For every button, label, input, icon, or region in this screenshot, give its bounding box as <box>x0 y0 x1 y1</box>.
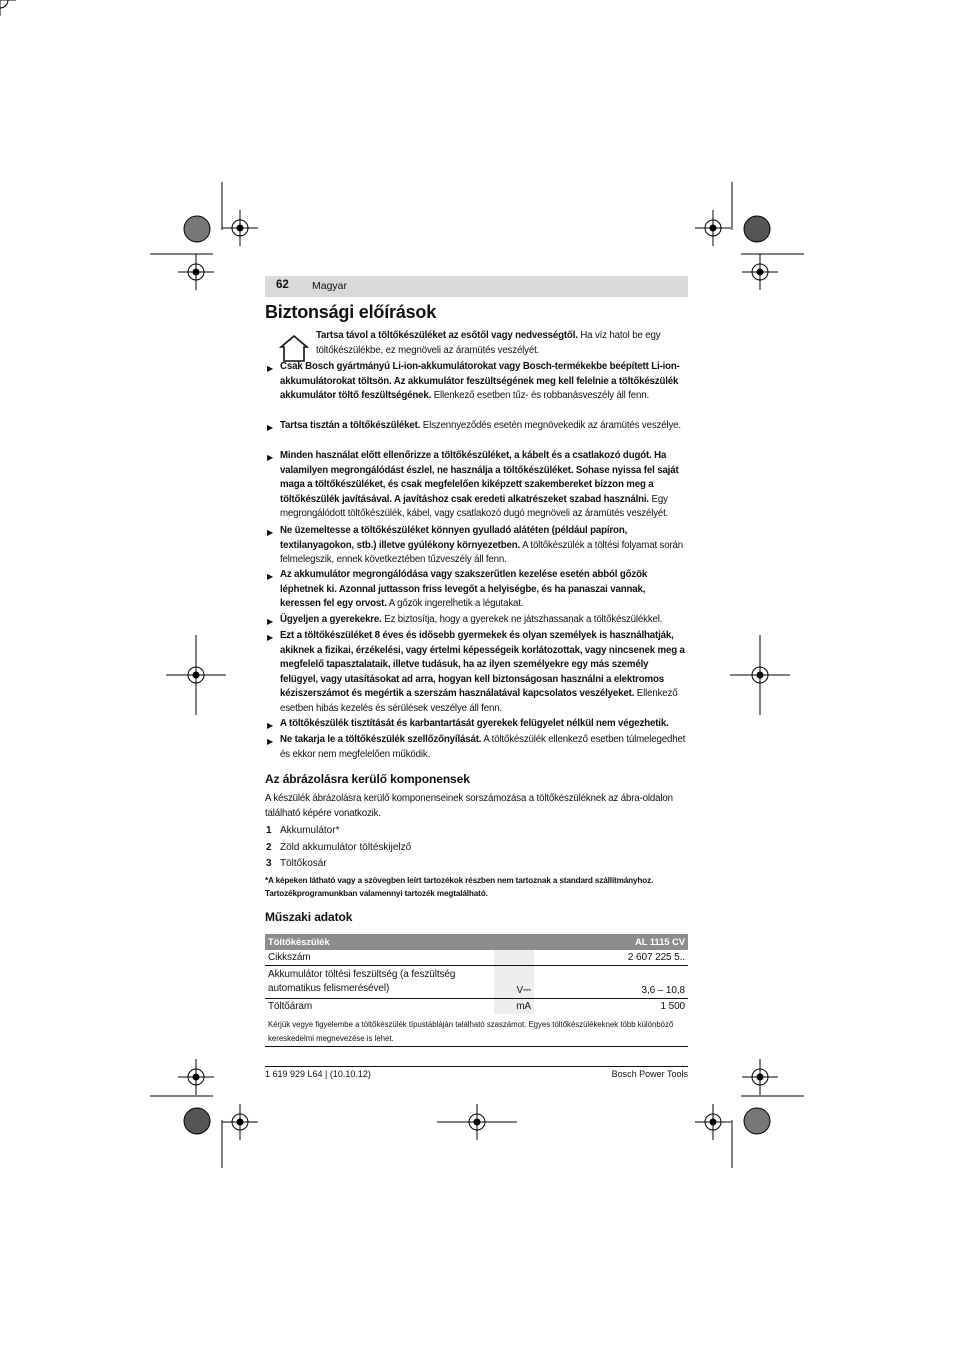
bullet-bold: Minden használat előtt ellenőrizze a töltőkészüléket, a kábelt és a csatlakozó dugót. Ha valamilyen megrongálódást észlel, ne használja a töltőkészüléket. Sohase nyissa fel saját maga a töltőkészüléket, és csak megfelelően kiképzett szakembereket bízzon meg a töltőkészülék javításával. A javításhoz csak eredeti alkatrészeket szabad használni. <box>280 450 679 505</box>
spec-label: Töltőáram <box>268 1001 313 1012</box>
spec-note: Kérjük vegye figyelembe a töltőkészülék típustábláján található szaszámot. Egyes töltőkészülékeknek több különböző kereskedelmi megnevezése is lehet. <box>268 1020 674 1043</box>
component-label: Akkumulátor* <box>280 825 340 836</box>
indoor-use-icon <box>279 333 309 363</box>
bullet-arrow-icon: ▶ <box>267 453 274 462</box>
bullet-item <box>280 360 688 404</box>
footer-brand: Bosch Power Tools <box>611 1069 688 1079</box>
spec-unit <box>494 950 534 966</box>
intro-warning <box>316 329 688 358</box>
spec-col-model: AL 1115 CV <box>534 934 688 950</box>
bullet-bold: Csak Bosch gyártmányú Li-ion-akkumulátorokat vagy Bosch-termékekbe beépített Li-ion-akkumulátorokat töltsön. Az akkumulátor feszültségének meg kell felelnie a töltőkészülék akkumulátor töltő feszültségének. <box>280 361 680 402</box>
bullet-item <box>280 629 688 717</box>
component-number: 3 <box>266 858 272 869</box>
page-language: Magyar <box>312 280 348 292</box>
spec-table <box>265 934 688 1014</box>
bullet-bold: Ne üzemeltesse a töltőkészüléket könnyen gyulladó alátéten (például papíron, textilanyagokon, stb.) illetve gyúlékony környezetben. <box>280 525 628 551</box>
spec-unit: mA <box>494 999 534 1015</box>
bullet-arrow-icon: ▶ <box>267 364 274 373</box>
bullet-text: Egy megrongálódott töltőkészülék, kábel, vagy csatlakozó dugó megnöveli az áramütés veszélyét. <box>280 493 669 520</box>
footer-divider <box>265 1066 688 1067</box>
spec-row <box>265 950 688 966</box>
bullet-arrow-icon: ▶ <box>267 737 274 746</box>
section-title: Biztonsági előírások <box>265 302 437 322</box>
bullet-bold: Ne takarja le a töltőkészülék szellőzőnyílását. <box>280 734 482 745</box>
specs-heading: Műszaki adatok <box>265 910 353 924</box>
bullet-item <box>280 419 688 434</box>
bullet-arrow-icon: ▶ <box>267 617 274 626</box>
bullet-text: Elszennyeződés esetén megnövekedik az áramütés veszélye. <box>420 420 681 431</box>
intro-text: Ha víz hatol be egy töltőkészülékbe, ez megnöveli az áramütés veszélyét. <box>316 330 661 356</box>
bullet-arrow-icon: ▶ <box>267 633 274 642</box>
page-header <box>265 276 688 297</box>
bullet-arrow-icon: ▶ <box>267 572 274 581</box>
spec-row <box>265 999 688 1015</box>
spec-label: Cikkszám <box>265 950 494 966</box>
bullet-bold: Ezt a töltőkészüléket 8 éves és idősebb gyermekek és olyan személyek is használhatják, akiknek a fizikai, érzékelési, vagy értelmi képességeik korlátozottak, vagy nincsenek meg a megfelelő tapasztalataik, illetve tudásuk, ha az ilyen személyekre egy más személy felügyel, vagy utasításokat ad arra, hogyan kell biztonságosan használni a elektromos kéziszerszámot és megértik a szerszám használatával kapcsolatos veszélyeket. <box>280 630 685 700</box>
bullet-arrow-icon: ▶ <box>267 721 274 730</box>
spec-row <box>265 966 688 999</box>
bullet-item <box>280 568 688 612</box>
spec-label: Akkumulátor töltési feszültség (a feszültség automatikus felismerésével) <box>265 966 494 999</box>
bullet-item <box>280 717 688 732</box>
bullet-text: A töltőkészülék ellenkező esetben túlmelegedhet és ekkor nem megfelelően működik. <box>280 734 686 760</box>
component-number: 2 <box>266 842 272 853</box>
spec-value: 1 500 <box>660 1001 685 1012</box>
bullet-text: Ellenkező esetben tűz- és robbanásveszély áll fenn. <box>431 390 650 402</box>
component-number: 1 <box>266 825 272 836</box>
accessory-footnote: *A képeken látható vagy a szövegben leírt tartozékok részben nem tartoznak a standard szállítmányhoz. Tartozékprogramunkban valamennyi tartozék megtalálható. <box>265 876 654 898</box>
components-heading: Az ábrázolásra kerülő komponensek <box>265 772 470 786</box>
component-label: Zöld akkumulátor töltéskijelző <box>280 842 412 853</box>
bullet-bold: A töltőkészülék tisztítását és karbantartását gyerekek felügyelet nélkül nem végezhetik. <box>280 718 669 729</box>
page-number: 62 <box>276 279 289 291</box>
bullet-item <box>280 449 688 522</box>
intro-bold: Tartsa távol a töltőkészüléket az esőtől vagy nedvességtől. <box>316 330 578 341</box>
bullet-item <box>280 613 688 628</box>
bullet-item <box>280 733 688 762</box>
components-intro: A készülék ábrázolásra kerülő komponenseinek sorszámozása a töltőkészüléknek az ábra-oldalon található képére vonatkozik. <box>265 793 673 819</box>
bullet-bold: Tartsa tisztán a töltőkészüléket. <box>280 420 421 431</box>
bullet-arrow-icon: ▶ <box>267 528 274 537</box>
spec-value: 2 607 225 5.. <box>534 950 688 966</box>
divider <box>265 1046 688 1047</box>
spec-unit: V⎓ <box>494 966 534 999</box>
bullet-text: Ellenkező esetben hibás kezelés és sérülések veszélye áll fenn. <box>280 688 678 714</box>
spec-value: 3,6 – 10,8 <box>534 966 688 999</box>
bullet-text: A gőzök ingerelhetik a légutakat. <box>386 598 524 610</box>
bullet-bold: Az akkumulátor megrongálódása vagy szakszerűtlen kezelése esetén abból gőzök léphetnek ki. Azonnal juttasson friss levegőt a helyiségbe, és ha panaszai vannak, keressen fel egy orvost. <box>280 569 648 610</box>
bullet-text: Ez biztosítja, hogy a gyerekek ne játszhassanak a töltőkészülékkel. <box>381 614 663 625</box>
spec-col-label: Töltőkészülék <box>265 934 534 950</box>
footer-doc-id: 1 619 929 L64 | (10.10.12) <box>265 1069 371 1079</box>
bullet-text: A töltőkészülék a töltési folyamat során felmelegszik, ennek következtében tűzveszély áll fenn. <box>280 539 684 566</box>
bullet-bold: Ügyeljen a gyerekekre. <box>280 614 382 625</box>
spec-header-row <box>265 934 688 950</box>
bullet-arrow-icon: ▶ <box>267 423 274 432</box>
component-label: Töltőkosár <box>280 858 327 869</box>
bullet-item <box>280 524 688 568</box>
